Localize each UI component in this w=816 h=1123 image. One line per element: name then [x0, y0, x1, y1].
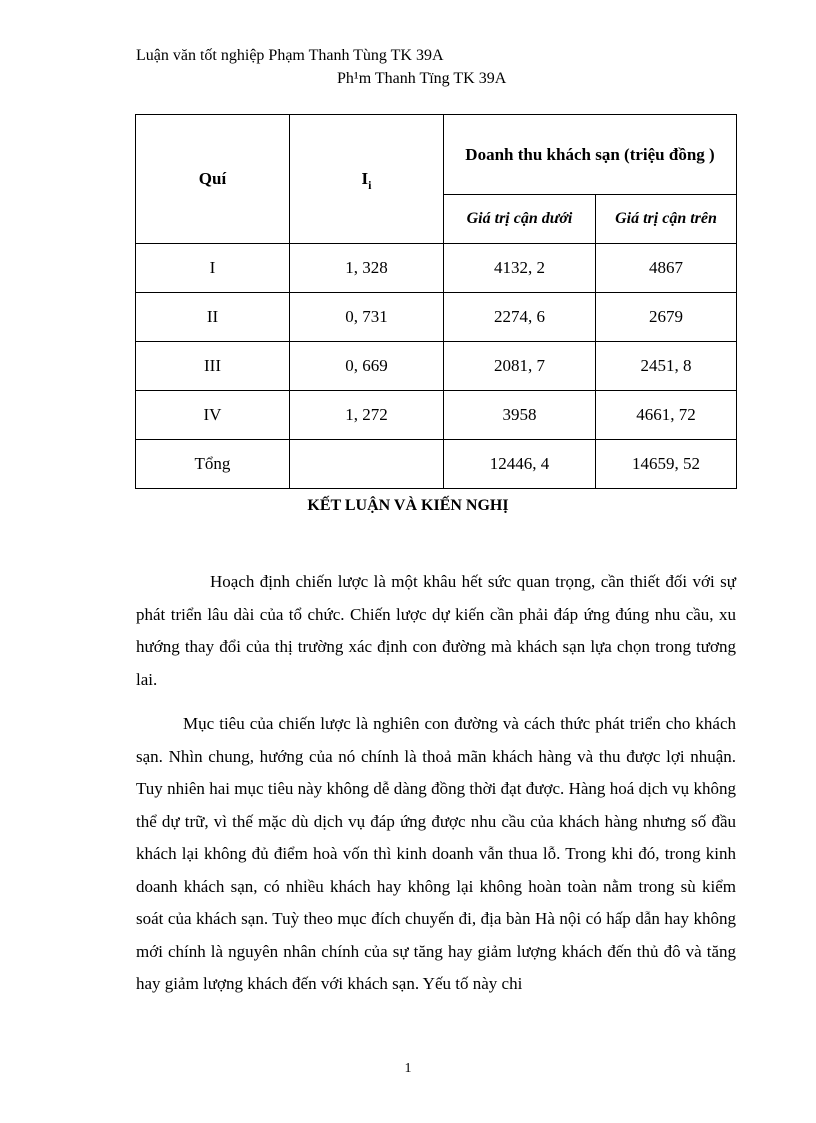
revenue-table [135, 114, 737, 489]
section-title: KẾT LUẬN VÀ KIẾN NGHỊ [307, 497, 509, 514]
page-number: 1 [404, 1061, 412, 1076]
running-header-garbled: Ph¹m Thanh Tïng TK 39A [337, 70, 507, 87]
header-lower-bound: Giá trị cận dưới [444, 195, 596, 244]
header-qui: Quí [136, 115, 290, 244]
table-row-total: Tổng 12446, 4 14659, 52 [136, 440, 737, 489]
table-row: I 1, 328 4132, 2 4867 [136, 244, 737, 293]
body-text [136, 566, 736, 1013]
paragraph: Mục tiêu của chiến lược là nghiên con đường và cách thức phát triển cho khách sạn. Nhìn chung, hướng của nó chính là thoả mãn khách hàng và thu được lợi nhuận. Tuy nhiên hai mục tiêu này không dễ dàng đồng thời đạt được. Hàng hoá dịch vụ không thể dự trữ, vì thế mặc dù dịch vụ đáp ứng được nhu cầu của khách hàng nhưng số đầu khách lại không đủ điểm hoà vốn thì kinh doanh vẫn thua lỗ. Trong khi đó, trong kinh doanh khách sạn, có nhiều khách hay không lại không hoàn toàn nằm trong sù kiểm soát của khách sạn. Tuỳ theo mục đích chuyến đi, địa bàn Hà nội có hấp dẫn hay không mới chính là nguyên nhân chính của sự tăng hay giảm lượng khách đến thủ đô và tăng hay giảm lượng khách đến với khách sạn. Yếu tố này chi [136, 714, 736, 993]
table-row: III 0, 669 2081, 7 2451, 8 [136, 342, 737, 391]
paragraph: Hoạch định chiến lược là một khâu hết sức quan trọng, cần thiết đối với sự phát triển lâu dài của tổ chức. Chiến lược dự kiến cần phải đáp ứng đúng nhu cầu, xu hướng thay đổi của thị trường xác định con đường mà khách sạn lựa chọn trong tương lai. [136, 572, 736, 689]
header-i: $I_i$ [290, 115, 444, 244]
header-revenue: Doanh thu khách sạn (triệu đồng ) [444, 115, 737, 195]
table-row: II 0, 731 2274, 6 2679 [136, 293, 737, 342]
running-header: Luận văn tốt nghiệp Phạm Thanh Tùng TK 39A [136, 47, 444, 64]
table-row: IV 1, 272 3958 4661, 72 [136, 391, 737, 440]
header-upper-bound: Giá trị cận trên [596, 195, 737, 244]
